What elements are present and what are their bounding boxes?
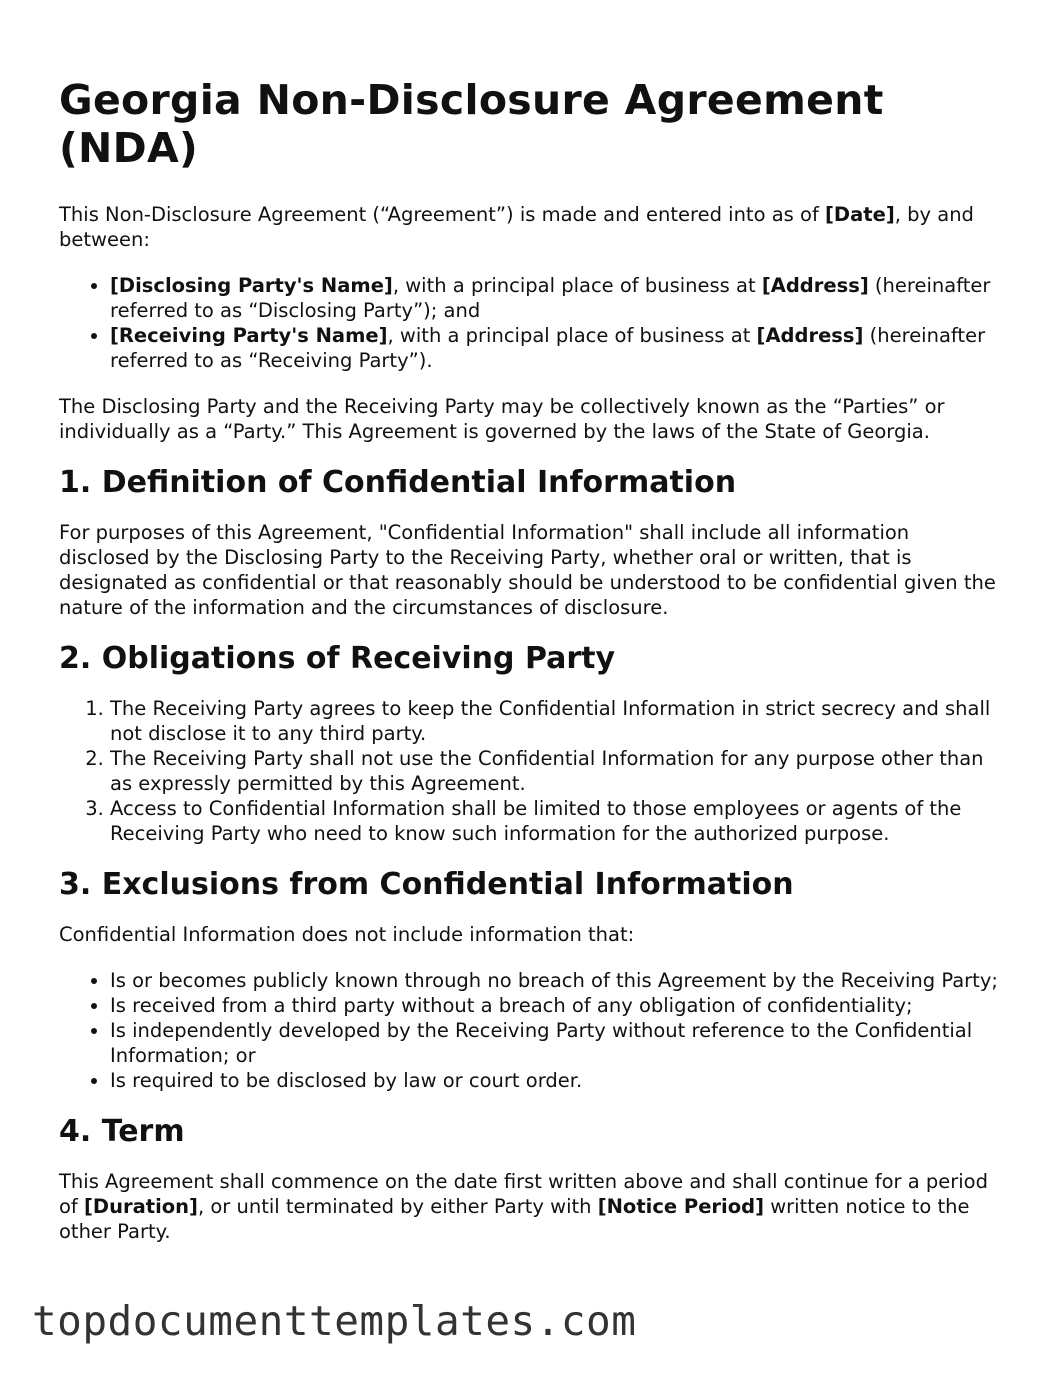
list-item (110, 323, 1004, 373)
parties-list (59, 273, 1004, 373)
exclusions-list (59, 968, 1004, 1093)
duration-placeholder: [Duration] (84, 1195, 198, 1218)
list-item: • Is independently developed by the Receiving Party without reference to the Confidential Information; or (110, 1018, 1004, 1068)
section-4-heading: 4. Term (59, 1114, 185, 1149)
section-4-body (59, 1169, 1004, 1244)
party-text: (hereinafter referred to as “Receiving Party”). (110, 324, 986, 372)
term-text: written notice to the other Party. (59, 1195, 970, 1243)
receiving-party-name: [Receiving Party's Name] (110, 324, 388, 347)
obligations-list (59, 696, 1004, 846)
notice-period-placeholder: [Notice Period] (597, 1195, 764, 1218)
list-item (110, 273, 1004, 323)
document (59, 76, 1004, 1265)
section-3-heading: 3. Exclusions from Confidential Information (59, 867, 794, 902)
section-3-intro: Confidential Information does not include information that: (59, 923, 635, 946)
term-text: , or until terminated by either Party with (197, 1195, 598, 1218)
list-item: 3. Access to Confidential Information shall be limited to those employees or agents of the Receiving Party who need to know such information for the authorized purpose. (110, 796, 1004, 846)
party-text: , with a principal place of business at (387, 324, 757, 347)
watermark: topdocumenttemplates.com (32, 1297, 637, 1345)
section-2-heading: 2. Obligations of Receiving Party (59, 641, 616, 676)
list-item: • Is received from a third party without a breach of any obligation of confidentiality; (110, 993, 1004, 1018)
list-item: 1. The Receiving Party agrees to keep the Confidential Information in strict secrecy and shall not disclose it to any third party. (110, 696, 1004, 746)
list-item: • Is or becomes publicly known through no breach of this Agreement by the Receiving Party; (110, 968, 1004, 993)
section-1-heading: 1. Definition of Confidential Information (59, 465, 737, 500)
intro-paragraph (59, 202, 1004, 252)
disclosing-party-name: [Disclosing Party's Name] (110, 274, 393, 297)
page-title: Georgia Non-Disclosure Agreement (NDA) (59, 76, 884, 172)
list-item: • Is required to be disclosed by law or court order. (110, 1068, 1004, 1093)
date-placeholder: [Date] (825, 203, 895, 226)
intro-text: This Non-Disclosure Agreement (“Agreement”) is made and entered into as of (59, 203, 826, 226)
section-1-body: For purposes of this Agreement, "Confidential Information" shall include all information disclosed by the Disclosing Party to the Receiving Party, whether oral or written, that is designated as confidential or that reasonably should be understood to be confidential given the nature of the information and the circumstances of disclosure. (59, 521, 996, 619)
list-item: 2. The Receiving Party shall not use the Confidential Information for any purpose other than as expressly permitted by this Agreement. (110, 746, 1004, 796)
term-text: This Agreement shall commence on the date first written above and shall continue for a period of (59, 1170, 988, 1218)
disclosing-party-address: [Address] (761, 274, 869, 297)
parties-note: The Disclosing Party and the Receiving Party may be collectively known as the “Parties” or individually as a “Party.” This Agreement is governed by the laws of the State of Georgia. (59, 395, 945, 443)
party-text: (hereinafter referred to as “Disclosing Party”); and (110, 274, 991, 322)
receiving-party-address: [Address] (756, 324, 864, 347)
party-text: , with a principal place of business at (392, 274, 762, 297)
intro-text-end: , by and between: (59, 203, 974, 251)
